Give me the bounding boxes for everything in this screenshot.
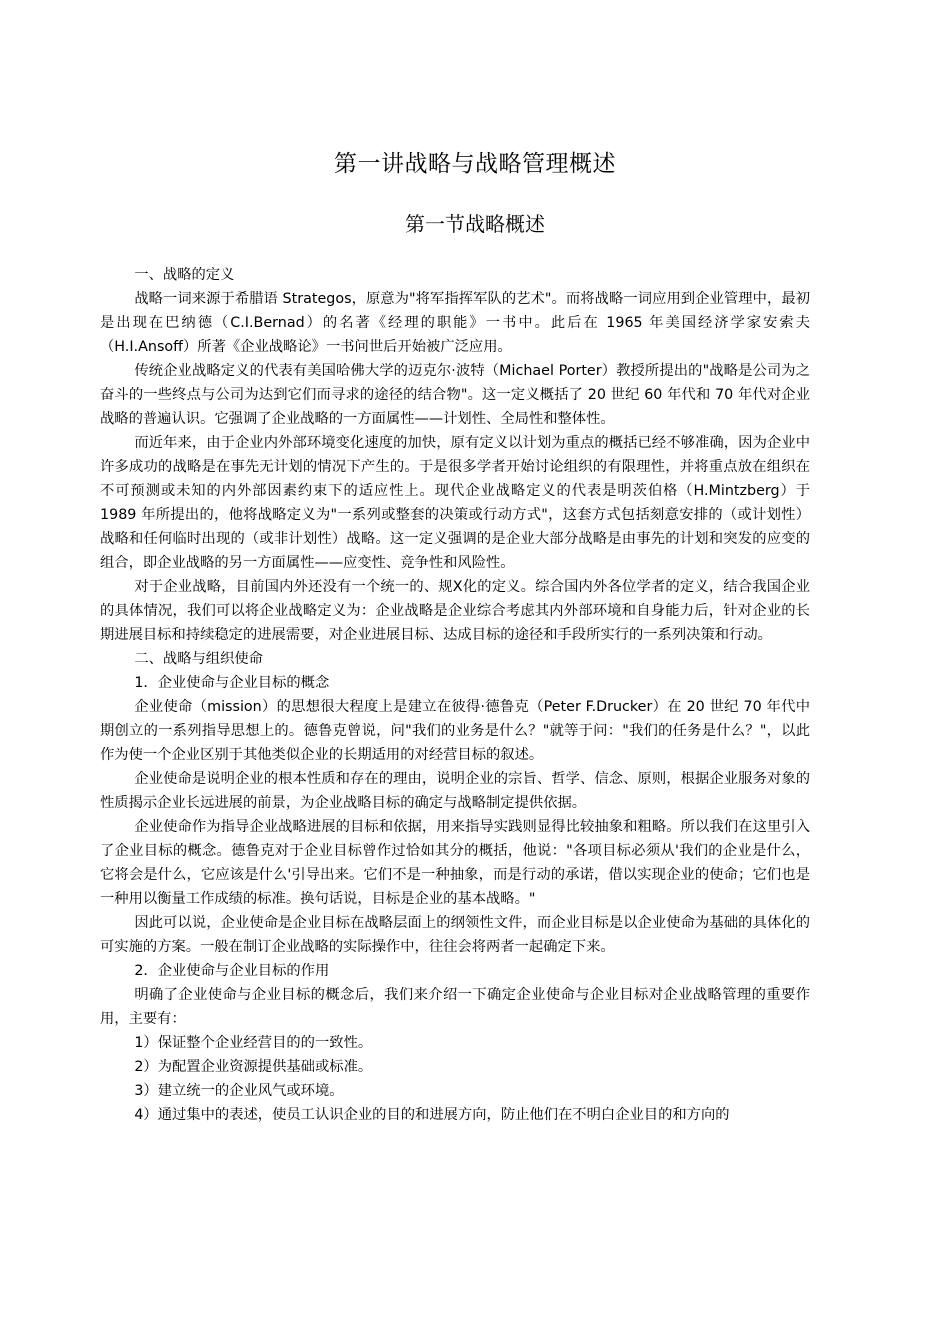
heading-strategy-mission: 二、战略与组织使命 (134, 651, 263, 667)
paragraph: 因此可以说，企业使命是企业目标在战略层面上的纲领性文件，而企业目标是以企业使命为基础的具体化的可实施的方案。一般在制订企业战略的实际操作中，往往会将两者一起确定下来。 (100, 915, 810, 955)
subheading-concept: 1．企业使命与企业目标的概念 (134, 675, 330, 691)
list-item: 3）建立统一的企业风气或环境。 (134, 1083, 344, 1099)
paragraph: 战略一词来源于希腊语 Strategos，原意为"将军指挥军队的艺术"。而将战略一词应用到企业管理中，最初是出现在巴纳德（C.I.Bernad）的名著《经理的职能》一书中。此后在 1965 年美国经济学家安索夫（H.I.Ansoff）所著《企业战略论》一书问世后开始被广泛应用。 (100, 291, 810, 355)
heading-strategy-definition: 一、战略的定义 (134, 267, 235, 283)
section-title: 第一节战略概述 (405, 212, 545, 236)
body-text (100, 263, 810, 1127)
paragraph: 对于企业战略，目前国内外还没有一个统一的、规X化的定义。综合国内外各位学者的定义，结合我国企业的具体情况，我们可以将企业战略定义为：企业战略是企业综合考虑其内外部环境和自身能力后，针对企业的长期进展目标和持续稳定的进展需要，对企业进展目标、达成目标的途径和手段所实行的一系列决策和行动。 (100, 579, 810, 643)
subheading-role: 2．企业使命与企业目标的作用 (134, 963, 330, 979)
list-item: 2）为配置企业资源提供基础或标准。 (134, 1059, 373, 1075)
list-item: 4）通过集中的表述，使员工认识企业的目的和进展方向，防止他们在不明白企业目的和方向的 (134, 1107, 730, 1123)
paragraph: 企业使命作为指导企业战略进展的目标和依据，用来指导实践则显得比较抽象和粗略。所以我们在这里引入了企业目标的概念。德鲁克对于企业目标曾作过恰如其分的概括，他说："各项目标必须从'我们的企业是什么，它将会是什么，它应该是什么'引导出来。它们不是一种抽象，而是行动的承诺，借以实现企业的使命；它们也是一种用以衡量工作成绩的标准。换句话说，目标是企业的基本战略。" (100, 819, 810, 907)
paragraph: 企业使命是说明企业的根本性质和存在的理由，说明企业的宗旨、哲学、信念、原则，根据企业服务对象的性质揭示企业长远进展的前景，为企业战略目标的确定与战略制定提供依据。 (100, 771, 810, 811)
lecture-title: 第一讲战略与战略管理概述 (334, 151, 616, 177)
paragraph: 企业使命（mission）的思想很大程度上是建立在彼得·德鲁克（Peter F.Drucker）在 20 世纪 70 年代中期创立的一系列指导思想上的。德鲁克曾说，问"我们的业务是什么？"就等于问："我们的任务是什么？"，以此作为使一个企业区别于其他类似企业的长期适用的对经营目标的叙述。 (100, 699, 810, 763)
paragraph: 而近年来，由于企业内外部环境变化速度的加快，原有定义以计划为重点的概括已经不够准确，因为企业中许多成功的战略是在事先无计划的情况下产生的。于是很多学者开始讨论组织的有限理性，并将重点放在组织在不可预测或未知的内外部因素约束下的适应性上。现代企业战略定义的代表是明茨伯格（H.Mintzberg）于 1989 年所提出的，他将战略定义为"一系列或整套的决策或行动方式"，这套方式包括刻意安排的（或计划性）战略和任何临时出现的（或非计划性）战略。这一定义强调的是企业大部分战略是由事先的计划和突发的应变的组合，即企业战略的另一方面属性——应变性、竞争性和风险性。 (100, 435, 810, 571)
paragraph: 传统企业战略定义的代表有美国哈佛大学的迈克尔·波特（Michael Porter）教授所提出的"战略是公司为之奋斗的一些终点与公司为达到它们而寻求的途径的结合物"。这一定义概括了 20 世纪 60 年代和 70 年代对企业战略的普遍认识。它强调了企业战略的一方面属性——计划性、全局性和整体性。 (100, 363, 810, 427)
paragraph: 明确了企业使命与企业目标的概念后，我们来介绍一下确定企业使命与企业目标对企业战略管理的重要作用，主要有： (100, 987, 810, 1027)
list-item: 1）保证整个企业经营目的的一致性。 (134, 1035, 373, 1051)
